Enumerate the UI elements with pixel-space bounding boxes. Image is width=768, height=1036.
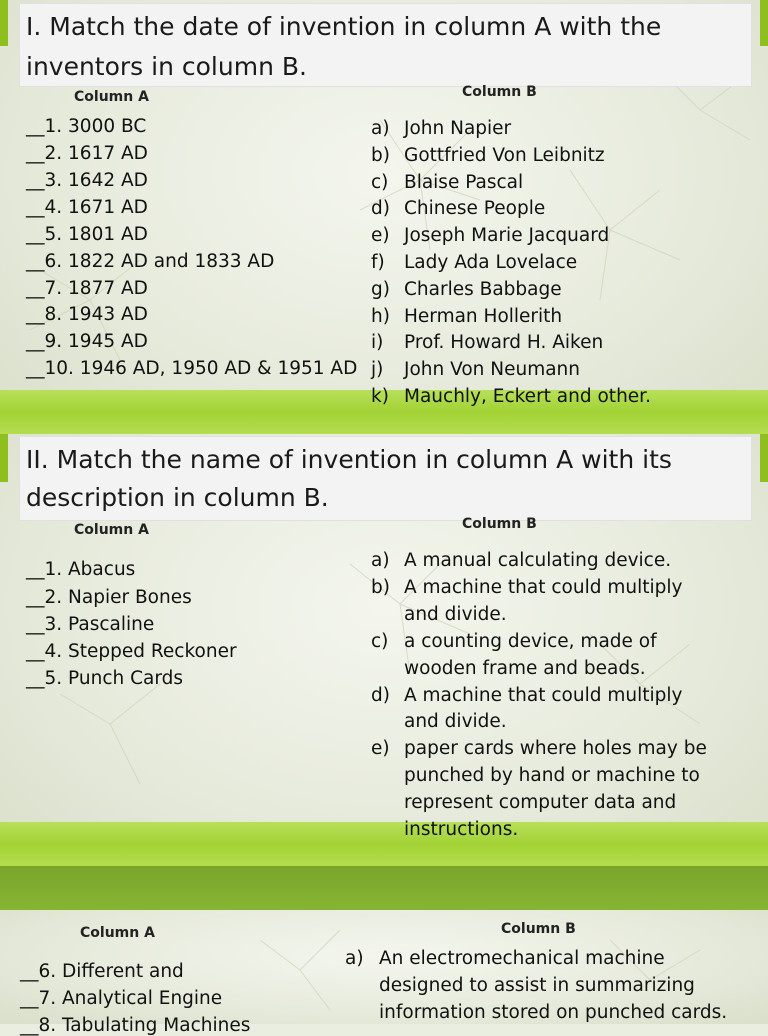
column-a-item: __4. 1671 AD — [26, 197, 148, 218]
section-1-title-box — [20, 4, 751, 86]
column-a-item: __8. 1943 AD — [26, 304, 148, 325]
column-b-letter: a) — [345, 948, 364, 969]
column-b-text: Blaise Pascal — [404, 172, 524, 193]
section-1-title-line-2: inventors in column B. — [26, 52, 307, 81]
column-a-item: __8. Tabulating Machines — [20, 1015, 251, 1036]
column-b-heading: Column B — [462, 84, 537, 100]
column-b-letter: f) — [371, 252, 385, 273]
column-b-text: A manual calculating device. — [404, 550, 672, 571]
column-b-letter: i) — [371, 332, 384, 353]
column-b-letter: b) — [371, 145, 390, 166]
column-b-letter: g) — [371, 279, 390, 300]
column-b-letter: c) — [371, 172, 389, 193]
column-a-item: __1. 3000 BC — [26, 116, 147, 137]
right-accent-bar — [760, 434, 768, 482]
left-accent-bar — [0, 0, 8, 46]
column-a-item: __9. 1945 AD — [26, 331, 148, 352]
column-a-item: __3. Pascaline — [26, 614, 155, 635]
column-b-text: John Napier — [404, 118, 512, 139]
column-b-letter: a) — [371, 118, 390, 139]
column-a-item: __2. Napier Bones — [26, 587, 192, 608]
column-b-heading: Column B — [462, 516, 537, 532]
column-b-letter: d) — [371, 198, 390, 219]
column-a-item: __5. 1801 AD — [26, 224, 148, 245]
column-a-heading: Column A — [74, 89, 149, 105]
column-b-text: and divide. — [404, 604, 507, 625]
column-a-heading: Column A — [74, 522, 149, 538]
slide-3 — [0, 910, 768, 1036]
green-accent-band — [0, 822, 768, 866]
column-b-text: Joseph Marie Jacquard — [404, 225, 610, 246]
column-b-text: a counting device, made of — [404, 631, 657, 652]
column-b-letter: b) — [371, 577, 390, 598]
column-b-text: instructions. — [404, 819, 519, 840]
section-2-title-line-1: II. Match the name of invention in column A with its — [26, 445, 672, 474]
column-b-text: A machine that could multiply — [404, 577, 683, 598]
column-b-letter: e) — [371, 738, 390, 759]
column-b-text: An electromechanical machine — [379, 948, 665, 969]
column-b-text: Mauchly, Eckert and other. — [404, 386, 651, 407]
column-b-letter: d) — [371, 685, 390, 706]
column-a-item: __4. Stepped Reckoner — [26, 641, 237, 662]
column-b-text: wooden frame and beads. — [404, 658, 646, 679]
column-b-text: John Von Neumann — [404, 359, 581, 380]
column-b-text: designed to assist in summarizing — [379, 975, 695, 996]
column-a-item: __5. Punch Cards — [26, 668, 184, 689]
column-b-letter: k) — [371, 386, 389, 407]
column-a-item: __7. Analytical Engine — [20, 988, 223, 1009]
column-b-text: Gottfried Von Leibnitz — [404, 145, 605, 166]
column-a-item: __2. 1617 AD — [26, 143, 148, 164]
section-2-title-box — [20, 437, 751, 520]
column-b-text: Charles Babbage — [404, 279, 562, 300]
column-b-letter: a) — [371, 550, 390, 571]
section-1-title-line-1: I. Match the date of invention in column A with the — [26, 12, 662, 41]
column-a-item: __6. 1822 AD and 1833 AD — [26, 251, 275, 272]
column-b-letter: c) — [371, 631, 389, 652]
column-a-item: __10. 1946 AD, 1950 AD & 1951 AD — [26, 358, 358, 379]
column-b-text: and divide. — [404, 711, 507, 732]
column-b-text: A machine that could multiply — [404, 685, 683, 706]
column-b-text: Prof. Howard H. Aiken — [404, 332, 604, 353]
section-2-title-line-2: description in column B. — [26, 483, 329, 512]
column-a-item: __1. Abacus — [26, 559, 136, 580]
column-b-text: Lady Ada Lovelace — [404, 252, 578, 273]
column-b-letter: j) — [371, 359, 384, 380]
column-b-text: information stored on punched cards. — [379, 1002, 728, 1023]
slide-3-header-band — [0, 866, 768, 910]
column-b-text: punched by hand or machine to — [404, 765, 700, 786]
column-a-heading: Column A — [80, 925, 155, 941]
column-a-item: __6. Different and — [20, 961, 184, 982]
column-b-text: Chinese People — [404, 198, 546, 219]
slide-2 — [0, 434, 768, 866]
column-b-letter: e) — [371, 225, 390, 246]
column-a-item: __3. 1642 AD — [26, 170, 148, 191]
right-accent-bar — [760, 0, 768, 46]
column-b-text: Herman Hollerith — [404, 306, 563, 327]
slide-1 — [0, 0, 768, 434]
column-b-letter: h) — [371, 306, 390, 327]
column-a-item: __7. 1877 AD — [26, 278, 148, 299]
column-b-heading: Column B — [501, 921, 576, 937]
column-b-text: paper cards where holes may be — [404, 738, 707, 759]
left-accent-bar — [0, 434, 8, 482]
column-b-text: represent computer data and — [404, 792, 677, 813]
